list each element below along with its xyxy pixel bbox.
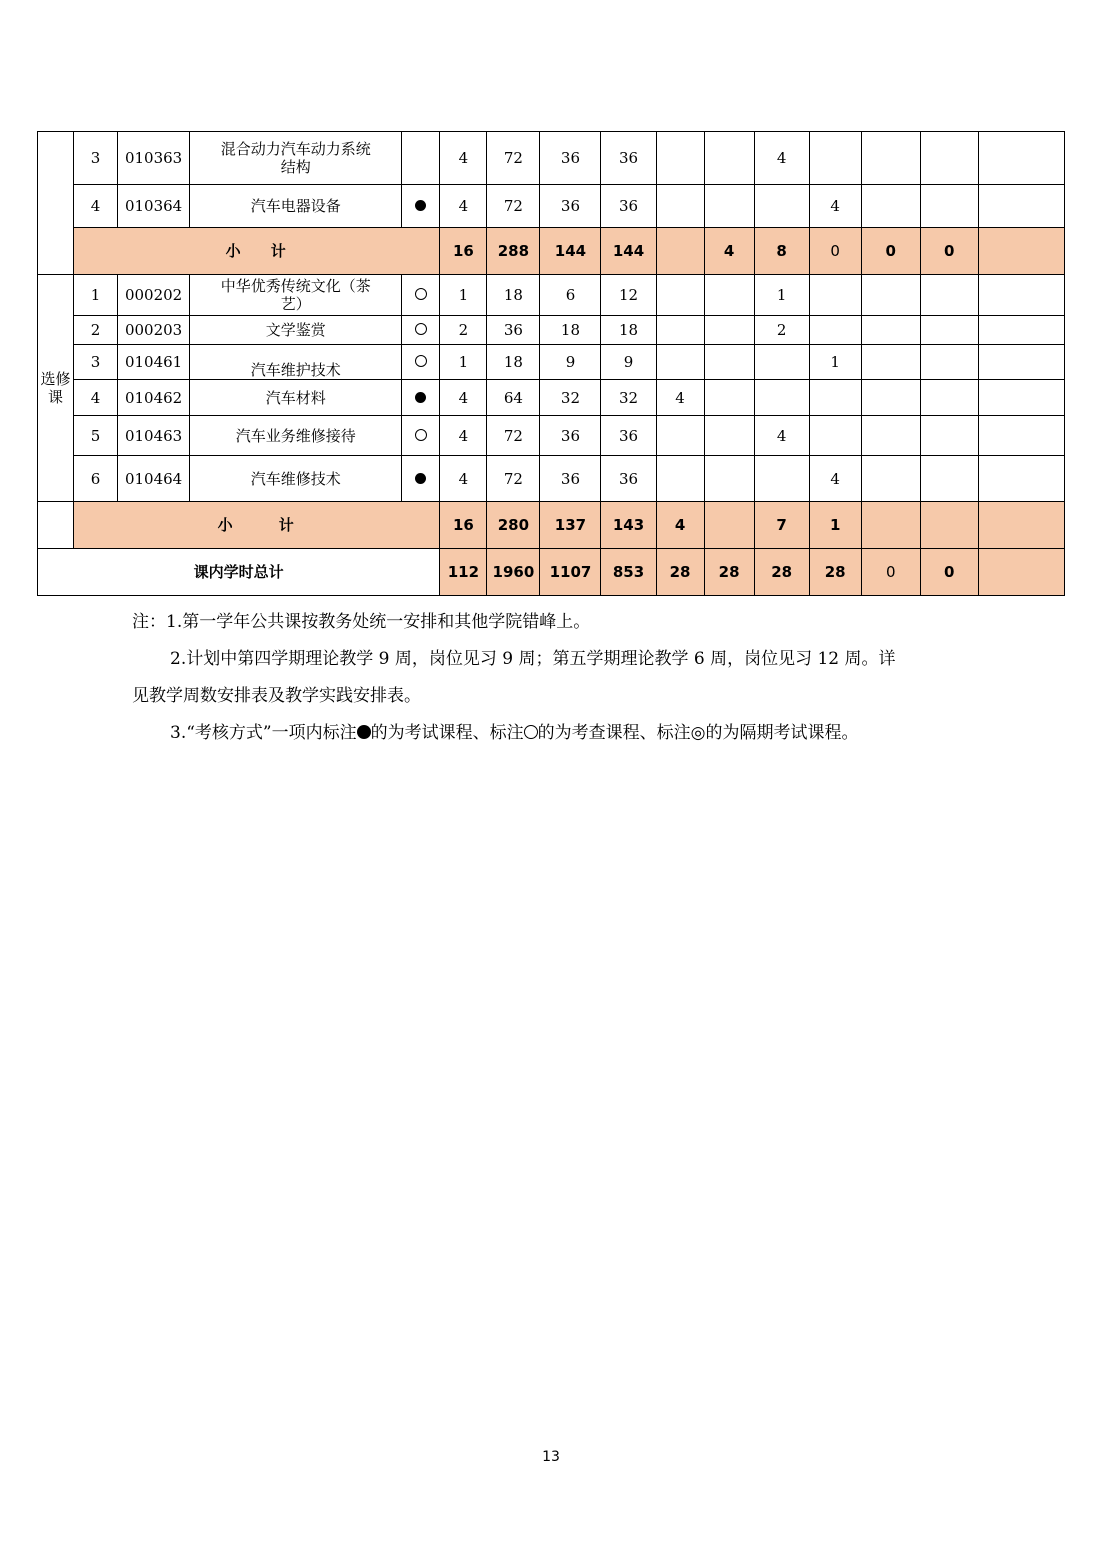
- category-cell: [38, 502, 74, 549]
- row-no: 4: [74, 380, 118, 416]
- course-name: 汽车业务维修接待: [190, 416, 402, 456]
- subtotal-hours: 288: [487, 228, 540, 275]
- subtotal-label: 小 计: [74, 228, 440, 275]
- exam-mark-open-icon: [415, 323, 427, 335]
- elective-category-label: 选修 课: [38, 275, 74, 502]
- note-1: 注：1.第一学年公共课按教务处统一安排和其他学院错峰上。: [132, 612, 591, 632]
- subtotal-s4: 0: [809, 228, 861, 275]
- semester-3: 4: [754, 132, 809, 185]
- semester-6: [920, 345, 978, 380]
- row-no: 3: [74, 132, 118, 185]
- total-theory: 1107: [540, 549, 601, 596]
- practice-hours: 36: [601, 416, 656, 456]
- semester-2: [704, 416, 754, 456]
- semester-2: [704, 345, 754, 380]
- semester-4: 4: [809, 456, 861, 502]
- course-name: 文学鉴赏: [190, 316, 402, 345]
- course-name: 混合动力汽车动力系统 结构: [190, 132, 402, 185]
- subtotal-s5: 0: [861, 228, 920, 275]
- semester-6: [920, 380, 978, 416]
- subtotal-s7: [978, 228, 1064, 275]
- course-code: 000202: [118, 275, 190, 316]
- notes: [132, 604, 982, 752]
- theory-hours: 36: [540, 132, 601, 185]
- semester-3: [754, 345, 809, 380]
- subtotal-s7: [978, 502, 1064, 549]
- course-code: 010364: [118, 185, 190, 228]
- semester-7: [978, 132, 1064, 185]
- hours: 72: [487, 185, 540, 228]
- total-s7: [978, 549, 1064, 596]
- row-no: 5: [74, 416, 118, 456]
- semester-4: [809, 316, 861, 345]
- semester-5: [861, 275, 920, 316]
- subtotal-s6: 0: [920, 228, 978, 275]
- subtotal-s2: 4: [704, 228, 754, 275]
- subtotal-s5: [861, 502, 920, 549]
- semester-3: [754, 185, 809, 228]
- table-row: [38, 185, 1065, 228]
- semester-5: [861, 132, 920, 185]
- total-row: [38, 549, 1065, 596]
- course-name: 汽车材料: [190, 380, 402, 416]
- theory-hours: 32: [540, 380, 601, 416]
- total-hours: 1960: [487, 549, 540, 596]
- semester-7: [978, 380, 1064, 416]
- practice-hours: 9: [601, 345, 656, 380]
- exam-mark-filled-icon: [415, 200, 426, 211]
- semester-7: [978, 456, 1064, 502]
- total-s4: 28: [809, 549, 861, 596]
- semester-3: 2: [754, 316, 809, 345]
- table-row: [38, 345, 1065, 380]
- course-code: 010461: [118, 345, 190, 380]
- semester-4: [809, 275, 861, 316]
- course-name: 汽车维修技术: [190, 456, 402, 502]
- credits: 4: [440, 380, 487, 416]
- page-number: 13: [542, 1449, 560, 1465]
- semester-5: [861, 380, 920, 416]
- semester-4: 1: [809, 345, 861, 380]
- semester-4: [809, 132, 861, 185]
- semester-5: [861, 456, 920, 502]
- semester-1: 4: [656, 380, 704, 416]
- semester-3: 1: [754, 275, 809, 316]
- total-s3: 28: [754, 549, 809, 596]
- semester-6: [920, 132, 978, 185]
- semester-3: [754, 456, 809, 502]
- semester-6: [920, 316, 978, 345]
- practice-hours: 36: [601, 132, 656, 185]
- table-row: [38, 275, 1065, 316]
- hours: 36: [487, 316, 540, 345]
- semester-3: [754, 380, 809, 416]
- subtotal-credits: 16: [440, 228, 487, 275]
- course-code: 010363: [118, 132, 190, 185]
- exam-mark: [402, 345, 440, 380]
- total-s5: 0: [861, 549, 920, 596]
- course-name: 汽车维护技术: [190, 345, 402, 380]
- row-no: 2: [74, 316, 118, 345]
- hours: 18: [487, 275, 540, 316]
- subtotal-s6: [920, 502, 978, 549]
- semester-5: [861, 345, 920, 380]
- semester-5: [861, 416, 920, 456]
- theory-hours: 9: [540, 345, 601, 380]
- credits: 4: [440, 185, 487, 228]
- semester-4: [809, 380, 861, 416]
- semester-1: [656, 456, 704, 502]
- credits: 4: [440, 132, 487, 185]
- theory-hours: 36: [540, 185, 601, 228]
- subtotal-row: [38, 502, 1065, 549]
- semester-2: [704, 185, 754, 228]
- credits: 4: [440, 456, 487, 502]
- course-name: 汽车电器设备: [190, 185, 402, 228]
- theory-hours: 36: [540, 456, 601, 502]
- semester-7: [978, 275, 1064, 316]
- practice-hours: 36: [601, 185, 656, 228]
- subtotal-label: 小 计: [74, 502, 440, 549]
- semester-5: [861, 185, 920, 228]
- table-row: [38, 456, 1065, 502]
- exam-mark-open-icon: [415, 288, 427, 300]
- credits: 2: [440, 316, 487, 345]
- hours: 64: [487, 380, 540, 416]
- semester-2: [704, 380, 754, 416]
- total-s6: 0: [920, 549, 978, 596]
- course-name: 中华优秀传统文化（茶 艺）: [190, 275, 402, 316]
- row-no: 6: [74, 456, 118, 502]
- row-no: 1: [74, 275, 118, 316]
- hours: 72: [487, 416, 540, 456]
- table-row: [38, 380, 1065, 416]
- semester-6: [920, 456, 978, 502]
- credits: 1: [440, 275, 487, 316]
- exam-mark: [402, 316, 440, 345]
- practice-hours: 36: [601, 456, 656, 502]
- total-credits: 112: [440, 549, 487, 596]
- row-no: 3: [74, 345, 118, 380]
- course-code: 010463: [118, 416, 190, 456]
- subtotal-s2: [704, 502, 754, 549]
- hours: 72: [487, 456, 540, 502]
- table-row: [38, 132, 1065, 185]
- semester-2: [704, 275, 754, 316]
- note-2: 2.计划中第四学期理论教学 9 周，岗位见习 9 周；第五学期理论教学 6 周，岗位见习 12 周。详: [170, 649, 896, 669]
- semester-3: 4: [754, 416, 809, 456]
- table-row: [38, 416, 1065, 456]
- theory-hours: 36: [540, 416, 601, 456]
- theory-hours: 6: [540, 275, 601, 316]
- semester-6: [920, 416, 978, 456]
- course-plan-table: [37, 131, 1065, 596]
- credits: 4: [440, 416, 487, 456]
- semester-2: [704, 132, 754, 185]
- semester-1: [656, 275, 704, 316]
- subtotal-hours: 280: [487, 502, 540, 549]
- semester-6: [920, 185, 978, 228]
- theory-hours: 18: [540, 316, 601, 345]
- exam-mark-open-icon: [524, 725, 538, 739]
- subtotal-row: [38, 228, 1065, 275]
- exam-mark: [402, 380, 440, 416]
- semester-2: [704, 456, 754, 502]
- semester-4: 4: [809, 185, 861, 228]
- semester-1: [656, 132, 704, 185]
- semester-1: [656, 416, 704, 456]
- hours: 72: [487, 132, 540, 185]
- exam-mark-open-icon: [415, 355, 427, 367]
- semester-7: [978, 316, 1064, 345]
- semester-5: [861, 316, 920, 345]
- total-label: 课内学时总计: [38, 549, 440, 596]
- semester-2: [704, 316, 754, 345]
- exam-mark-filled-icon: [415, 392, 426, 403]
- practice-hours: 18: [601, 316, 656, 345]
- subtotal-credits: 16: [440, 502, 487, 549]
- semester-7: [978, 185, 1064, 228]
- course-code: 010462: [118, 380, 190, 416]
- category-cell: [38, 132, 74, 275]
- row-no: 4: [74, 185, 118, 228]
- subtotal-s4: 1: [809, 502, 861, 549]
- semester-6: [920, 275, 978, 316]
- total-s1: 28: [656, 549, 704, 596]
- exam-mark-filled-icon: [357, 725, 371, 739]
- subtotal-practice: 143: [601, 502, 656, 549]
- course-code: 000203: [118, 316, 190, 345]
- note-2-continued: 见教学周数安排表及教学实践安排表。: [132, 686, 421, 706]
- practice-hours: 12: [601, 275, 656, 316]
- semester-7: [978, 416, 1064, 456]
- exam-mark: [402, 456, 440, 502]
- practice-hours: 32: [601, 380, 656, 416]
- exam-mark-open-icon: [415, 429, 427, 441]
- subtotal-theory: 144: [540, 228, 601, 275]
- total-practice: 853: [601, 549, 656, 596]
- exam-mark-filled-icon: [415, 473, 426, 484]
- total-s2: 28: [704, 549, 754, 596]
- exam-mark: [402, 275, 440, 316]
- exam-mark: [402, 185, 440, 228]
- subtotal-s3: 7: [754, 502, 809, 549]
- credits: 1: [440, 345, 487, 380]
- semester-1: [656, 316, 704, 345]
- subtotal-practice: 144: [601, 228, 656, 275]
- semester-7: [978, 345, 1064, 380]
- exam-mark: [402, 416, 440, 456]
- subtotal-s1: 4: [656, 502, 704, 549]
- semester-1: [656, 345, 704, 380]
- subtotal-s3: 8: [754, 228, 809, 275]
- semester-4: [809, 416, 861, 456]
- table-row: [38, 316, 1065, 345]
- note-3: 3.“考核方式”一项内标注 的为考试课程、标注 的为考查课程、标注◎的为隔期考试课程。: [170, 723, 859, 743]
- subtotal-s1: [656, 228, 704, 275]
- course-code: 010464: [118, 456, 190, 502]
- exam-mark: [402, 132, 440, 185]
- subtotal-theory: 137: [540, 502, 601, 549]
- hours: 18: [487, 345, 540, 380]
- semester-1: [656, 185, 704, 228]
